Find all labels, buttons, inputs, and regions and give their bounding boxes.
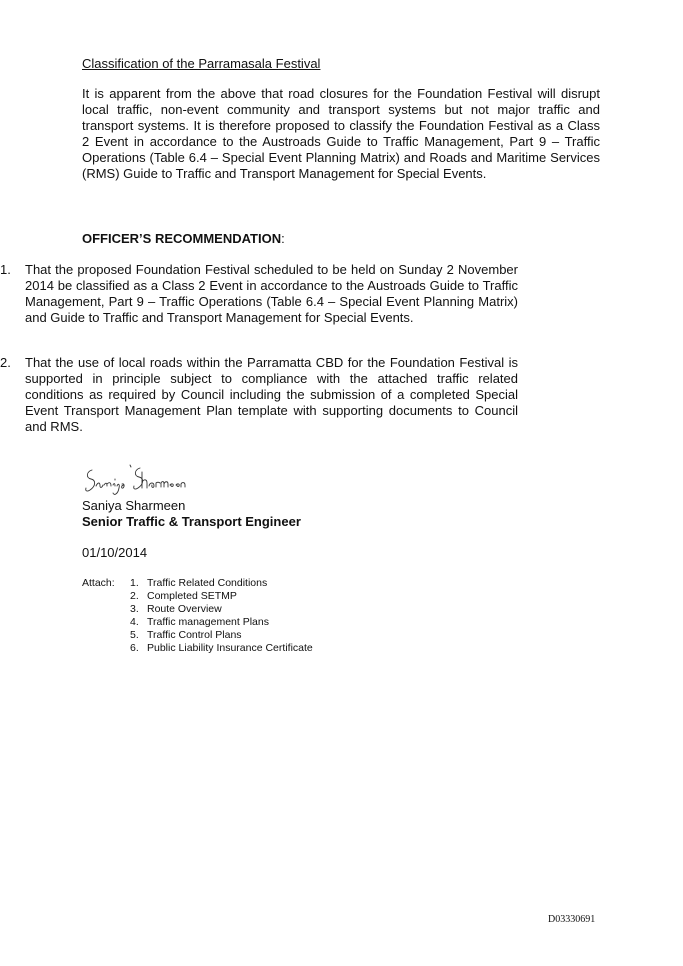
recommendation-heading-colon: :: [281, 231, 285, 246]
signatory-title: Senior Traffic & Transport Engineer: [82, 514, 301, 529]
recommendation-heading: [82, 231, 285, 247]
attachment-number: 1.: [130, 577, 139, 589]
attachment-item: [130, 577, 313, 590]
attachment-label: Traffic Control Plans: [147, 629, 242, 641]
signatory-name: Saniya Sharmeen: [82, 498, 186, 513]
document-date: 01/10/2014: [82, 545, 148, 560]
attachment-number: 6.: [130, 642, 139, 654]
recommendation-item-text: That the proposed Foundation Festival scheduled to be held on Sunday 2 November 2014 be classified as a Class 2 Event in accordance to the Austroads Guide to Traffic Management, Part 9 – Traffic Operations (Table 6.4 – Special Event Planning Matrix) and Guide to Traffic and Transport Management for Special Events.: [25, 262, 518, 325]
attachments-list: [130, 577, 313, 655]
attachment-item: [130, 629, 313, 642]
attachment-label: Traffic Related Conditions: [147, 577, 268, 589]
attachments-label: Attach:: [82, 577, 115, 589]
attachment-number: 2.: [130, 590, 139, 602]
recommendation-heading-text: OFFICER’S RECOMMENDATION: [82, 231, 282, 246]
attachment-number: 4.: [130, 616, 139, 628]
attachment-number: 3.: [130, 603, 139, 615]
recommendation-item-number: 1.: [0, 262, 11, 277]
attachment-item: [130, 603, 313, 616]
attachment-label: Public Liability Insurance Certificate: [147, 642, 313, 654]
attachment-label: Completed SETMP: [147, 590, 237, 602]
document-id: D03330691: [548, 914, 596, 925]
section-heading: Classification of the Parramasala Festival: [82, 56, 321, 71]
attachment-item: [130, 616, 313, 629]
attachment-number: 5.: [130, 629, 139, 641]
attachment-item: [130, 590, 313, 603]
attachment-label: Traffic management Plans: [147, 616, 269, 628]
attachment-label: Route Overview: [147, 603, 222, 615]
handwritten-signature: [82, 464, 192, 498]
recommendation-item-number: 2.: [0, 355, 11, 370]
attachment-item: [130, 642, 313, 655]
classification-paragraph: It is apparent from the above that road closures for the Foundation Festival will disrupt local traffic, non-event community and transport systems but not major traffic and transport systems. It is therefore proposed to classify the Foundation Festival as a Class 2 Event in accordance to the Austroads Guide to Traffic Management, Part 9 – Traffic Operations (Table 6.4 – Special Event Planning Matrix) and Roads and Maritime Services (RMS) Guide to Traffic and Transport Management for Special Events.: [82, 86, 600, 181]
recommendation-item-text: That the use of local roads within the Parramatta CBD for the Foundation Festival is supported in principle subject to compliance with the attached traffic related conditions as required by Council including the submission of a completed Special Event Transport Management Plan template with supporting documents to Council and RMS.: [25, 355, 518, 434]
